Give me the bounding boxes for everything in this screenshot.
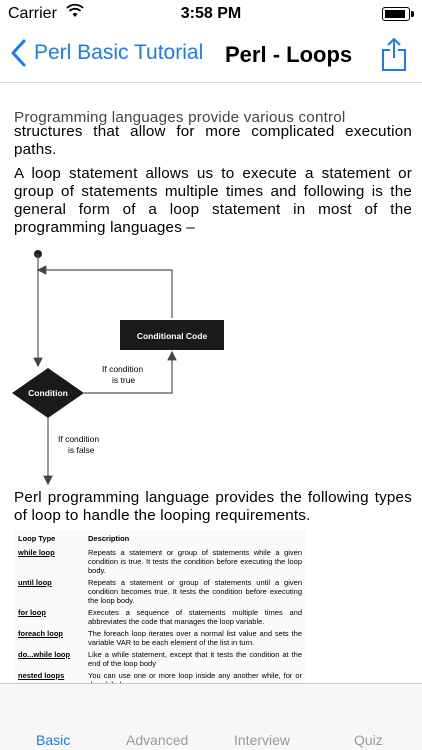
loop-name-link[interactable]: do...while loop	[18, 650, 71, 659]
article-content[interactable]	[0, 83, 422, 683]
battery-icon	[382, 7, 410, 21]
table-row	[14, 649, 306, 670]
tab-basic[interactable]: Basic	[36, 732, 71, 748]
paragraph-intro: structures that allow for more complicated execution paths.	[14, 123, 412, 158]
battery-fill	[385, 10, 405, 18]
loop-name-link[interactable]: for loop	[18, 608, 46, 617]
condition-label: Condition	[28, 388, 68, 398]
chevron-left-icon	[8, 38, 30, 68]
loop-description: Like a while statement, except that it tests the condition at the end of the loop body	[88, 650, 302, 668]
status-time: 3:58 PM	[180, 5, 242, 22]
loop-description: Repeats a statement or group of statements until a given condition becomes true. It tests the condition before executing the loop body.	[88, 578, 302, 605]
loop-description: Executes a sequence of statements multiple times and abbreviates the code that manages the loop variable.	[88, 608, 302, 626]
conditional-code-label: Conditional Code	[136, 331, 208, 341]
false-label-line2: is false	[68, 445, 95, 455]
paragraph-loop-types: Perl programming language provides the following types of loop to handle the looping requirements.	[14, 489, 412, 524]
tab-interview[interactable]: Interview	[234, 732, 291, 748]
share-icon[interactable]	[380, 36, 408, 72]
cut-off-text: Programming languages provide various control	[14, 109, 346, 126]
loop-types-table	[14, 530, 306, 691]
tab-advanced[interactable]: Advanced	[126, 732, 189, 748]
back-button[interactable]	[8, 38, 203, 68]
loop-name-link[interactable]: until loop	[18, 578, 52, 587]
loop-name-link[interactable]: foreach loop	[18, 629, 64, 638]
loop-name-link[interactable]: while loop	[18, 548, 55, 557]
page-title: Perl - Loops	[225, 42, 353, 67]
loop-description: The foreach loop iterates over a normal list value and sets the variable VAR to be each element of the list in turn.	[88, 629, 302, 647]
carrier-label: Carrier	[8, 5, 57, 22]
loop-name-link[interactable]: nested loops	[18, 671, 65, 680]
true-label-line2: is true	[112, 375, 136, 385]
table-row	[14, 577, 306, 607]
tab-bar	[0, 683, 422, 750]
tab-quiz[interactable]: Quiz	[354, 732, 383, 748]
table-row	[14, 547, 306, 577]
table-header-loop-type: Loop Type	[18, 534, 56, 543]
loop-flowchart	[10, 248, 270, 486]
loop-description: You can use one or more loop inside any another while, for or	[88, 671, 302, 680]
paragraph-loop-statement: A loop statement allows us to execute a statement or group of statements multiple times and following is the general form of a loop statement in most of the programming languages –	[14, 165, 412, 236]
loop-description: Repeats a statement or group of statements while a given condition is true. It tests the condition before executing the loop body.	[88, 548, 302, 575]
table-row	[14, 628, 306, 649]
table-header-row	[14, 530, 306, 547]
true-label-line1: If condition	[102, 364, 144, 374]
back-button-label: Perl Basic Tutorial	[34, 41, 204, 64]
table-header-description: Description	[88, 534, 130, 543]
table-row	[14, 607, 306, 628]
navigation-bar	[0, 28, 422, 83]
status-bar	[0, 0, 422, 28]
flow-loopback-line	[38, 270, 172, 318]
false-label-line1: If condition	[58, 434, 100, 444]
